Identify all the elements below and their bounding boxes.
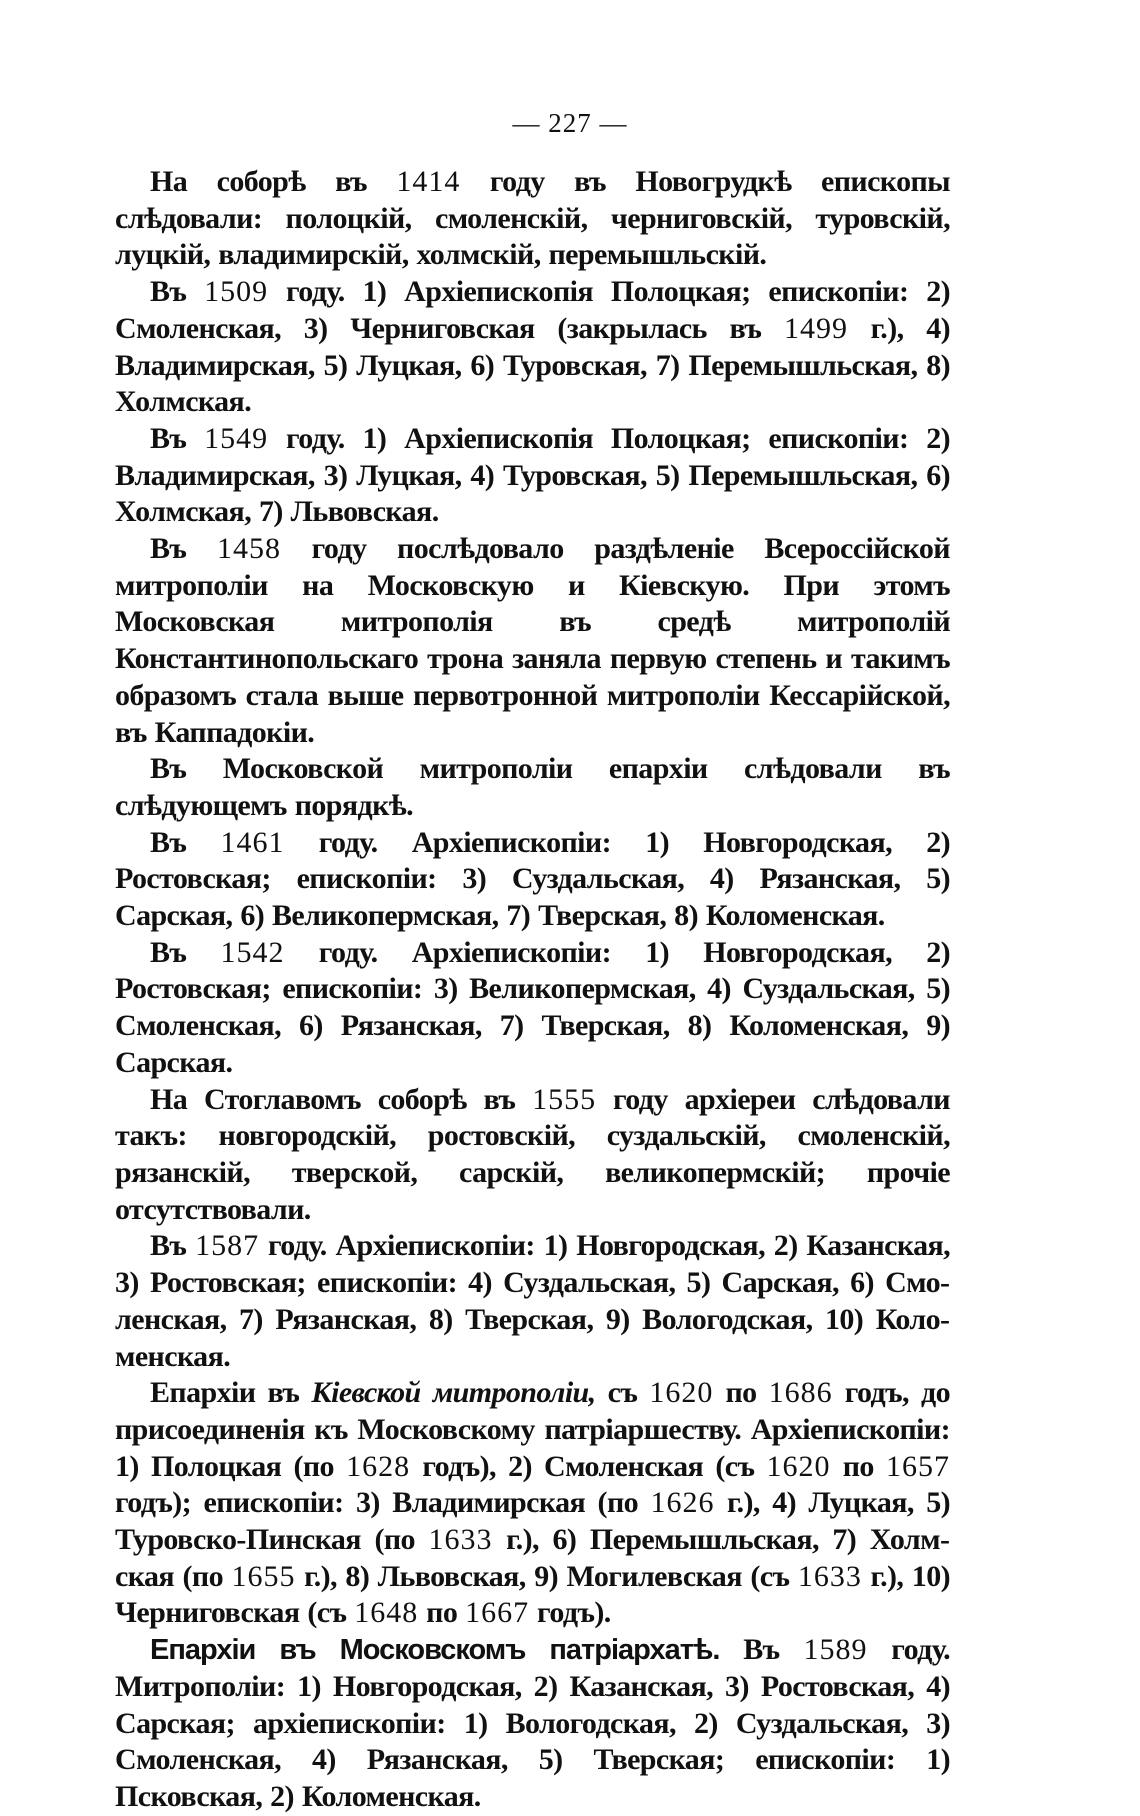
paragraph-text: году. Архіепископіи: 1) Новгородская, 2) Ростовская; епископіи: 3) Великопермская, 4) Суздальская, 5) Смоленская, 6) Рязанская, 7) Тверская, 8) Коломенская, 9) Сарская. <box>115 935 951 1079</box>
paragraph-text: годъ), 2) Смоленская (съ <box>410 1449 767 1483</box>
paragraph <box>115 1082 950 1229</box>
paragraph-text: Въ <box>150 825 221 859</box>
paragraph-text: 1461 <box>220 825 285 859</box>
paragraph-text: 1555 <box>532 1082 597 1116</box>
paragraph-text: году послѣдовало раздѣленіе Всероссійской митрополіи на Московскую и Кіевскую. При этомъ Московская митрополія въ средѣ митрополій Константинопольскаго трона заняла первую степень и такимъ образомъ стала выше первотронной митрополіи Кессарійской, въ Каппадокіи. <box>115 532 950 749</box>
paragraph-text: году въ Новогрудкѣ епископы слѣдовали: полоцкій, смоленскій, черниговскій, туровскій, луцкій, владимирскій, холмскій, перемышльскій. <box>115 165 950 272</box>
paragraph-text: 1628 <box>346 1449 411 1483</box>
paragraph-text: году. Архіепископіи: 1) Новгородская, 2) Ростовская; епископіи: 3) Суздальская, 4) Рязанская, 5) Сарская, 6) Великопермская, 7) Тверская, 8) Коломенская. <box>115 825 951 933</box>
paragraph-text: 1620 <box>649 1376 714 1410</box>
paragraph-text: Въ <box>150 275 205 309</box>
paragraph-text: Въ Московской митрополіи епархіи слѣдовали въ слѣдующемъ порядкѣ. <box>115 752 950 822</box>
paragraph-text: по <box>713 1376 769 1410</box>
paragraph-text: году. Архіепископіи: 1) Новгородская, 2) Казанская, 3) Ростовская; епископіи: 4) Суздальская, 5) Сарская, 6) Смоленская, 7) Рязанская, 8) Тверская, 9) Вологодская, 10) Коломенская. <box>115 1229 951 1373</box>
paragraph-text: году архіереи слѣдовали такъ: новгородскій, ростовскій, суздальскій, смоленскій, рязанскій, тверской, сарскій, великопермскій; прочіе отсутствовали. <box>115 1082 950 1226</box>
paragraph-text: 1458 <box>216 532 281 566</box>
paragraph-text: 1620 <box>766 1449 831 1483</box>
paragraph-text: г.), 4) Владимирская, 5) Луцкая, 6) Туровская, 7) Перемышльская, 8) Холмская. <box>115 311 950 419</box>
paragraph-text: по <box>830 1449 886 1483</box>
paragraph-text: годъ); епископіи: 3) Владимирская (по <box>115 1486 651 1520</box>
paragraph-text: 1633 <box>428 1523 493 1557</box>
paragraph-text: 1686 <box>768 1376 833 1410</box>
paragraph <box>115 1228 950 1375</box>
paragraph-text: 1509 <box>204 275 269 309</box>
paragraph-text: 1414 <box>396 165 461 198</box>
paragraph-text: году. 1) Архіепископія Полоцкая; епископіи: 2) Владимирская, 3) Луцкая, 4) Туровская, 5) Перемышльская, 6) Холмская, 7) Львовская. <box>115 421 951 529</box>
paragraph-text: г.), 6) Перемышльская, 7) Холмская (по <box>115 1523 950 1593</box>
paragraph-text: году. 1) Архіепископія Полоцкая; епископіи: 2) Смоленская, 3) Черниговская (закрылась въ <box>115 275 951 345</box>
paragraph-text: по <box>418 1596 466 1630</box>
paragraph-text: г.), 8) Львовская, 9) Могилевская (съ <box>295 1559 798 1593</box>
paragraph <box>115 751 950 824</box>
paragraph-text: году. Митрополіи: 1) Новгородская, 2) Казанская, 3) Ростовская, 4) Сарская; архіепископіи: 1) Вологодская, 2) Суздальская, 3) Смоленская, 4) Рязанская, 5) Тверская; епископіи: 1) Псковская, 2) Коломенская. <box>115 1633 950 1813</box>
paragraph-text: г.), 4) Луцкая, 5) Туровско-Пинская (по <box>115 1486 950 1557</box>
paragraph-text: 1648 <box>354 1596 419 1630</box>
paragraph-text: На Стоглавомъ соборѣ въ <box>150 1082 533 1116</box>
paragraph <box>115 1375 950 1632</box>
paragraph-text: 1542 <box>220 935 285 969</box>
paragraph <box>115 164 950 274</box>
paragraph-text: съ <box>595 1376 650 1410</box>
page-number: — 227 — <box>512 108 628 138</box>
section-heading: Епархіи въ Московскомъ патріархатѣ. <box>150 1634 720 1667</box>
page-body <box>115 164 950 1816</box>
paragraph-text: годъ, до присоединенія къ Московскому патріаршеству. Архіепископіи: 1) Полоцкая (по <box>115 1376 950 1483</box>
paragraph-text: Кіевской митрополіи, <box>311 1376 596 1410</box>
paragraph <box>115 274 950 421</box>
paragraph <box>115 531 950 751</box>
paragraph <box>115 421 950 531</box>
paragraph-text: 1589 <box>803 1633 868 1667</box>
paragraph-text: 1633 <box>797 1559 862 1593</box>
paragraph-text: На соборѣ въ <box>150 165 397 198</box>
paragraph-text: 1667 <box>465 1596 530 1630</box>
paragraph-text: Въ <box>150 532 217 566</box>
paragraph-text: Въ <box>150 935 221 969</box>
paragraph-text: 1626 <box>650 1486 715 1520</box>
paragraph-text: 1657 <box>885 1449 950 1483</box>
paragraph-text: 1587 <box>195 1229 260 1263</box>
paragraph-text: годъ). <box>529 1596 611 1630</box>
paragraph-text: Епархіи въ <box>150 1376 312 1410</box>
paragraph-text: Въ <box>150 1229 196 1263</box>
paragraph <box>115 825 950 935</box>
paragraph-text: 1499 <box>783 311 848 345</box>
paragraph-text: 1655 <box>231 1559 296 1593</box>
paragraph-text: г.), 10) Черниговская (съ <box>115 1559 950 1630</box>
paragraph-text: Въ <box>719 1633 804 1667</box>
paragraph-text: Въ <box>150 421 205 455</box>
paragraph <box>115 1632 950 1816</box>
paragraph-text: 1549 <box>204 421 269 455</box>
paragraph <box>115 935 950 1082</box>
